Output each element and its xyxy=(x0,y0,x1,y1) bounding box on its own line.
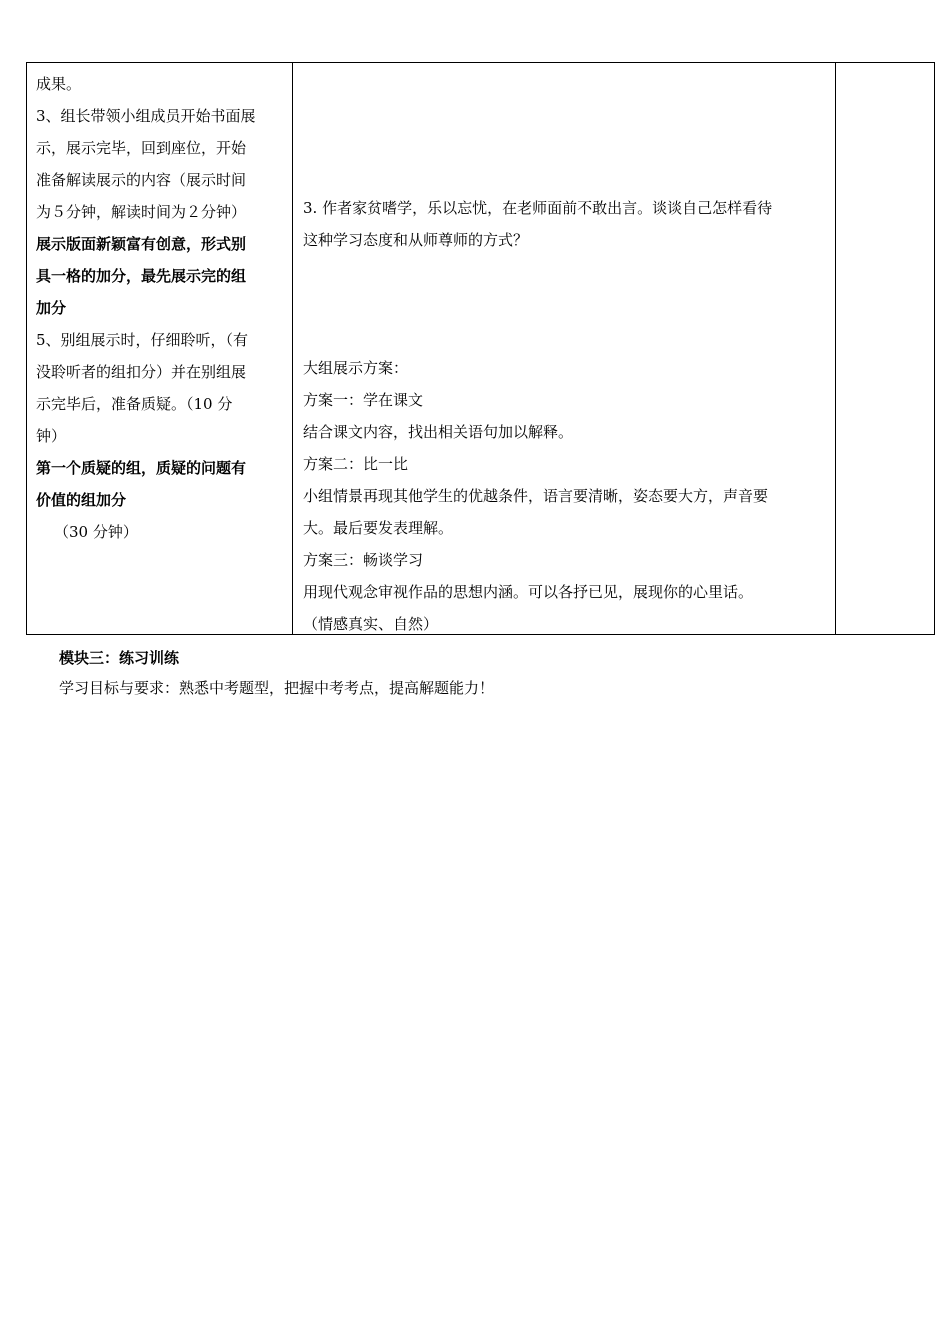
bonus-rule-line: 展示版面新颖富有创意，形式别 xyxy=(36,235,247,253)
module-objective: 学习目标与要求：熟悉中考题型，把握中考考点，提高解题能力！ xyxy=(59,679,495,697)
activity-line: 没聆听者的组扣分）并在别组展 xyxy=(36,363,247,381)
module-heading: 模块三：练习训练 xyxy=(59,649,180,667)
bonus-rule-line: 具一格的加分，最先展示完的组 xyxy=(36,267,247,285)
activity-line: 3、组长带领小组成员开始书面展 xyxy=(36,107,256,125)
plan-line: 用现代观念审视作品的思想内涵。可以各抒已见，展现你的心里话。 xyxy=(303,583,754,601)
activity-line: 钟） xyxy=(36,427,67,445)
notes-cell xyxy=(836,63,935,635)
duration-line: （30 分钟） xyxy=(54,523,138,541)
activity-cell xyxy=(27,63,293,635)
activity-line: 准备解读展示的内容（展示时间 xyxy=(36,171,247,189)
lesson-table xyxy=(26,62,935,635)
bonus-rule-line: 第一个质疑的组，质疑的问题有 xyxy=(36,459,247,477)
table-row xyxy=(27,63,935,635)
plan-line: 大组展示方案： xyxy=(303,359,409,377)
bonus-rule-line: 价值的组加分 xyxy=(36,491,127,509)
plan-line: 方案三：畅谈学习 xyxy=(303,551,424,569)
plan-line: 大。最后要发表理解。 xyxy=(303,519,454,537)
plan-line: 结合课文内容，找出相关语句加以解释。 xyxy=(303,423,574,441)
plan-line: 方案一：学在课文 xyxy=(303,391,424,409)
activity-line: 为５分钟，解读时间为２分钟） xyxy=(36,203,247,221)
plan-line: 小组情景再现其他学生的优越条件，语言要清晰，姿态要大方，声音要 xyxy=(303,487,769,505)
activity-line: 成果。 xyxy=(36,75,82,93)
question-line: 这种学习态度和从师尊师的方式？ xyxy=(303,231,529,249)
content-cell xyxy=(293,63,836,635)
plan-line: 方案二：比一比 xyxy=(303,455,409,473)
activity-line: 5、别组展示时，仔细聆听，（有 xyxy=(36,331,249,349)
activity-line: 示，展示完毕，回到座位，开始 xyxy=(36,139,247,157)
activity-line: 示完毕后，准备质疑。（10 分 xyxy=(36,395,233,413)
question-line: 3. 作者家贫嗜学，乐以忘忧，在老师面前不敢出言。谈谈自己怎样看待 xyxy=(303,199,773,217)
bonus-rule-line: 加分 xyxy=(36,299,67,317)
plan-line: （情感真实、自然） xyxy=(303,615,439,633)
